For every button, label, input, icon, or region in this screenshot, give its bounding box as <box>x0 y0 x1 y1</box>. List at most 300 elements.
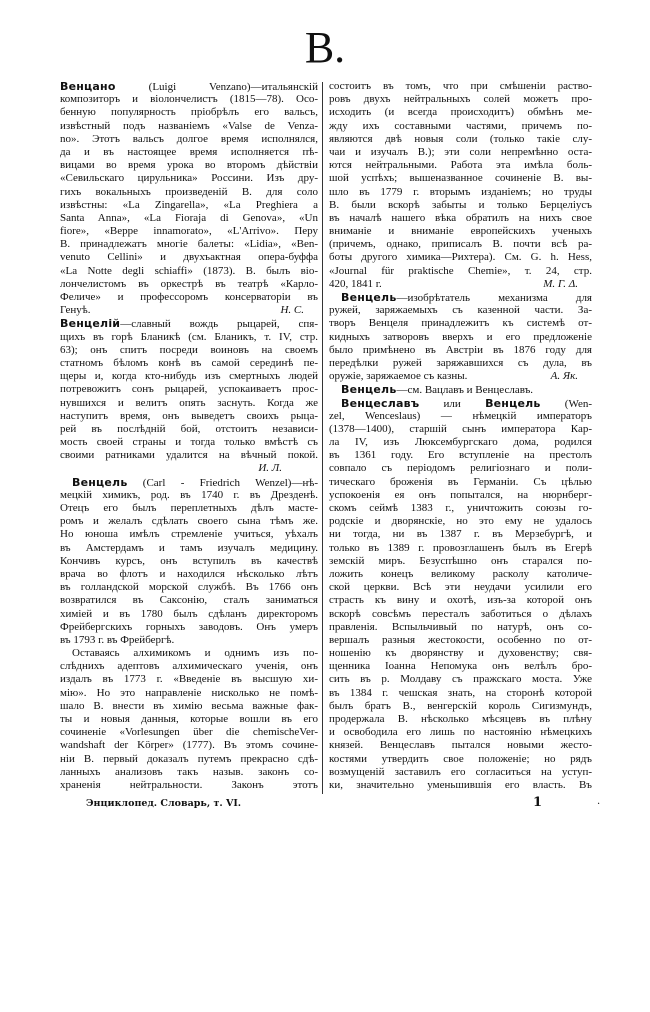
text-run: Кончивъ курсъ, онъ вступилъ въ качествѣ <box>60 554 318 567</box>
text-run: потревожитъ сонъ рыцарей, успокаиваетъ прос- <box>60 383 318 396</box>
line-text <box>341 398 592 410</box>
line-text <box>329 172 592 184</box>
text-run: —славный вождь рыцарей, спя- <box>120 318 318 331</box>
line-text <box>329 278 382 291</box>
text-line <box>60 726 318 739</box>
text-run: успокоенiя ея онъ попытался, на нюрнберг- <box>329 488 592 501</box>
text-line <box>60 383 318 396</box>
text-run: «La Notte degli schiaffi» (1873). В. былъ вiо- <box>60 264 318 277</box>
line-text <box>60 779 318 791</box>
text-run: ки, значительно уменьшившiя его власть. Въ <box>329 778 592 791</box>
entry-headword: Венцеславъ <box>341 396 420 410</box>
text-line <box>329 436 592 449</box>
text-run: состоитъ въ томъ, что при смѣшенiи раство- <box>329 80 592 92</box>
text-line <box>60 225 318 238</box>
text-run: Santa Anna», «La Fioraja di Genova», «Un <box>60 211 318 224</box>
text-line <box>60 80 318 93</box>
text-line <box>60 397 318 410</box>
text-line <box>60 568 318 581</box>
line-text <box>329 515 592 527</box>
line-text <box>60 410 318 422</box>
line-text <box>329 265 592 277</box>
text-line <box>60 436 318 449</box>
text-line <box>329 555 592 568</box>
text-run: костями утвердить свое положенiе; но рядъ <box>329 752 592 765</box>
text-run: Оставаясь алхимикомъ и однимъ изъ по- <box>72 647 318 660</box>
text-line <box>60 647 318 660</box>
text-run: 420, 1841 г. <box>329 277 382 290</box>
text-run: В. были вскорѣ забыты и только Берцелiусъ <box>329 198 592 211</box>
text-run: являются двѣ новыя соли (только такiе слу- <box>329 132 592 145</box>
text-run: лончелистомъ въ оркестрѣ въ театрѣ «Карло- <box>60 277 318 290</box>
text-run: Отецъ его былъ переплетныхъ дѣлъ масте- <box>60 502 318 514</box>
text-line <box>60 357 318 370</box>
text-run: (Wen- <box>540 397 593 410</box>
line-text <box>341 292 592 304</box>
text-line <box>60 159 318 172</box>
line-text <box>329 739 592 751</box>
line-text <box>60 608 318 620</box>
text-line <box>329 594 592 607</box>
text-line <box>329 687 592 700</box>
line-text <box>60 542 318 554</box>
line-text <box>329 331 592 343</box>
line-text <box>329 660 592 672</box>
text-line <box>60 594 318 607</box>
text-line <box>60 199 318 212</box>
text-line <box>60 344 318 357</box>
entry-headword: Венцель <box>341 291 397 304</box>
text-line <box>329 766 592 779</box>
text-run: ской церкви. Всѣ эти неудачи усилили его <box>329 581 592 594</box>
text-run: fiore», «Beppe innamorato», «L'Arrivo». Перу <box>60 225 318 238</box>
line-text <box>60 120 318 132</box>
line-text <box>329 146 592 158</box>
text-line <box>60 753 318 766</box>
line-text <box>329 568 592 580</box>
text-line <box>329 713 592 726</box>
text-line <box>60 621 318 634</box>
line-text <box>329 726 592 738</box>
text-run: —см. Вацлавъ и Венцеславъ. <box>396 384 534 397</box>
text-run: чаи и изучалъ В.); эти соли непремѣнно оста- <box>329 145 592 158</box>
text-line <box>329 199 592 212</box>
line-text <box>329 555 592 567</box>
text-run: вскорѣ совсѣмъ пересталъ заботиться о дѣлахъ <box>329 607 592 620</box>
entry-headword: Венцелiй <box>60 317 121 331</box>
text-line <box>329 172 592 185</box>
line-text <box>329 713 592 725</box>
line-text <box>60 436 318 448</box>
line-text <box>329 159 592 171</box>
line-text <box>329 225 592 237</box>
text-run: (причемъ, однако, приписалъ В. почти всѣ ра- <box>329 238 592 251</box>
text-line <box>60 449 318 462</box>
text-run: «Journal für praktische Chemie», т. 24, стр. <box>329 264 592 277</box>
text-line <box>329 80 592 93</box>
text-run: тическаго броженiя въ Германiи. Съ цѣлью <box>329 475 592 488</box>
line-text <box>329 779 592 791</box>
text-run: врача во флотъ и находился нѣсколько лѣтъ <box>60 567 318 580</box>
text-run: ты и новыя данныя, которые вошли въ его <box>60 713 318 725</box>
text-run: ложить конецъ великому расколу католиче- <box>329 567 592 580</box>
text-line <box>60 766 318 779</box>
author-initials: Н. С. <box>280 304 304 317</box>
text-line <box>329 726 592 739</box>
line-text <box>329 186 592 198</box>
line-text <box>60 265 318 277</box>
text-run: (Carl - Friedrich Wenzel)—нѣ- <box>127 476 318 489</box>
text-line <box>60 713 318 726</box>
text-run: было примѣнено въ Австрiи въ 1876 году для <box>329 343 592 356</box>
text-line <box>329 700 592 713</box>
text-run: (Luigi Venzano)—итальянскiй <box>115 81 318 93</box>
text-run: шало В. внести въ химiю весьма важные фак- <box>60 699 318 712</box>
line-text <box>329 542 592 554</box>
line-text <box>329 594 592 606</box>
text-run: нувшихся и велитъ опять заснуть. Когда же <box>60 396 318 409</box>
line-text <box>60 726 318 738</box>
line-text <box>329 80 592 92</box>
text-run: ружей, заряжаемыхъ съ казенной части. За- <box>329 304 592 317</box>
line-text <box>60 555 318 567</box>
text-line <box>329 120 592 133</box>
text-run: наступитъ время, онъ выведетъ своихъ рыца- <box>60 409 318 422</box>
text-line <box>329 397 592 410</box>
line-text <box>329 700 592 712</box>
text-line <box>60 528 318 541</box>
page-number: 1 <box>533 795 543 810</box>
text-run: извѣстны: «La Zingarella», «La Preghiera a <box>60 198 318 211</box>
text-line <box>329 660 592 673</box>
text-line <box>60 238 318 251</box>
text-run: zel, Wenceslaus) — нѣмецкiй императоръ <box>329 409 592 422</box>
line-text <box>60 278 318 290</box>
right-column <box>329 80 592 792</box>
text-run: вниманiе и вниманiе европейскихъ ученыхъ <box>329 225 592 238</box>
text-line <box>60 542 318 555</box>
text-run: боты другого химика—Рихтера). См. G. h. Hess, <box>329 251 592 264</box>
text-line <box>329 634 592 647</box>
text-line <box>329 449 592 462</box>
line-text <box>60 225 318 237</box>
line-text <box>60 528 318 540</box>
line-text <box>329 120 592 132</box>
line-text <box>329 317 592 329</box>
text-run: бенную популярность прiобрѣлъ его вальсъ, <box>60 106 318 119</box>
text-line <box>60 291 318 304</box>
text-line <box>329 528 592 541</box>
text-line <box>329 344 592 357</box>
text-run: щеры и, когда кто-нибудь изъ смертныхъ людей <box>60 370 318 383</box>
line-text <box>329 212 592 224</box>
text-line <box>329 673 592 686</box>
line-text <box>329 647 592 659</box>
text-line <box>60 317 318 330</box>
text-run: В. принадлежатъ многiе балеты: «Lidia», «Ben- <box>60 238 318 251</box>
text-run: сить въ р. Молдаву съ пражскаго моста. Уже <box>329 673 592 686</box>
line-text <box>60 106 318 118</box>
line-text <box>60 370 318 382</box>
text-run: ровъ двухъ нейтральныхъ солей можетъ про- <box>329 93 592 106</box>
text-line <box>60 555 318 568</box>
text-run: кидныхъ затворовъ вверхъ и его предложенiе <box>329 330 592 343</box>
line-text <box>60 515 318 527</box>
line-text <box>60 673 318 685</box>
line-text <box>60 634 174 646</box>
line-text <box>329 581 592 593</box>
text-line <box>329 317 592 330</box>
line-text <box>60 753 318 765</box>
text-run: исходить (и всегда происходитъ) обмѣнъ ме- <box>329 106 592 119</box>
line-text <box>329 93 592 105</box>
text-run: композиторъ и вiолончелистъ (1815—78). Осо- <box>60 93 318 106</box>
text-run: творъ Венцеля принадлежитъ къ системѣ от- <box>329 317 592 330</box>
text-run: въ 1361 году. Его вступленiе на престолъ <box>329 449 592 462</box>
text-run: статномъ бѣломъ конѣ въ самой серединѣ пе- <box>60 356 318 369</box>
text-line <box>60 106 318 119</box>
text-line <box>60 462 318 475</box>
text-run: сочиненiе «Vorlesungen über die chemischeVer- <box>60 726 318 739</box>
line-text <box>329 304 592 316</box>
line-text <box>329 344 592 356</box>
text-run: —изобрѣтатель механизма для <box>396 292 592 304</box>
line-text <box>60 331 318 343</box>
text-line <box>329 146 592 159</box>
text-run: нiи В. первый доказалъ путемъ прекрасно сдѣ- <box>60 752 318 765</box>
text-line <box>60 331 318 344</box>
text-run: оружiе, заряжаемое съ казны. <box>329 370 468 383</box>
text-run: «Севильскаго цирульника» Россини. Изъ дру- <box>60 172 318 185</box>
text-line <box>60 304 318 317</box>
text-run: слѣднихъ адептовъ алхимическаго ученiя, онъ <box>60 660 318 673</box>
line-text <box>72 647 318 659</box>
text-run: ромъ и желалъ сдѣлать своего сына тѣмъ же. <box>60 515 318 528</box>
line-text <box>60 159 318 171</box>
text-run: Фрейбергскихъ горныхъ заводовъ. Онъ умеръ <box>60 620 318 633</box>
text-run: да и въ настоящее время исполняется пѣ- <box>60 145 318 158</box>
text-run: издалъ въ 1773 г. «Введенiе въ высшую хи- <box>60 673 318 686</box>
text-run: no». Этотъ вальсъ долгое время исполнялся, <box>60 132 318 145</box>
print-mark: . <box>597 796 601 807</box>
text-line <box>329 278 592 291</box>
text-run: передѣлки ружей заряжавшихся съ дула, въ <box>329 356 592 369</box>
text-line <box>329 133 592 146</box>
text-run: въ 1793 г. въ Фрейбергѣ. <box>60 633 175 646</box>
line-text <box>60 397 318 409</box>
text-run: Но юноша имѣлъ стремленiе учиться, уѣхалъ <box>60 528 318 541</box>
text-line <box>329 542 592 555</box>
line-text <box>60 502 318 514</box>
text-line <box>329 357 592 370</box>
text-run: или <box>419 397 486 410</box>
text-run: venuto Cellini» и двухъактная опера-буффа <box>60 251 318 264</box>
line-text <box>329 251 592 263</box>
line-text <box>60 133 318 145</box>
text-line <box>329 93 592 106</box>
line-text <box>329 423 592 435</box>
line-text <box>60 594 318 606</box>
text-line <box>60 687 318 700</box>
text-line <box>329 159 592 172</box>
text-line <box>329 410 592 423</box>
text-run: земскiй миръ. Безуспѣшно онъ старался по- <box>329 554 592 567</box>
line-text <box>329 199 592 211</box>
text-line <box>329 331 592 344</box>
line-text <box>60 568 318 580</box>
text-run: шой успѣхъ; вышеназванное сочиненiе В. вы- <box>329 172 592 185</box>
line-text <box>60 251 318 263</box>
text-line <box>329 291 592 304</box>
text-run: въ голландской морской службѣ. Въ 1766 онъ <box>60 581 318 594</box>
text-line <box>60 700 318 713</box>
line-text <box>60 700 318 712</box>
text-run: щихъ въ горѣ Бланикѣ (см. Бланикъ, т. IV, стр. <box>60 330 318 343</box>
text-line <box>329 581 592 594</box>
line-text <box>60 581 318 593</box>
text-line <box>329 739 592 752</box>
text-line <box>60 502 318 515</box>
text-run: совпало съ перiодомъ религiознаго и поли- <box>329 462 592 475</box>
text-line <box>329 753 592 766</box>
text-line <box>60 278 318 291</box>
line-text <box>60 357 318 369</box>
line-text <box>60 423 318 435</box>
text-run: въ началѣ нашего вѣка обратилъ на нихъ свое <box>329 211 592 224</box>
text-line <box>329 515 592 528</box>
text-run: химiей и въ 1780 былъ сдѣланъ директоромъ <box>60 607 318 620</box>
text-line <box>60 489 318 502</box>
text-line <box>329 383 592 396</box>
text-line <box>60 634 318 647</box>
line-text <box>72 477 318 489</box>
text-line <box>329 568 592 581</box>
text-run: храненiя нейтральности. Законъ этотъ <box>60 778 318 791</box>
text-line <box>329 502 592 515</box>
line-text <box>60 304 91 317</box>
text-line <box>60 120 318 133</box>
line-text <box>329 449 592 461</box>
text-line <box>60 581 318 594</box>
line-text <box>329 476 592 488</box>
line-text <box>329 106 592 118</box>
author-initials: М. Г. Δ. <box>543 277 578 290</box>
text-run: Феличе» и профессоромъ консерваторiи въ <box>60 291 318 303</box>
text-run: мецкiй химикъ, род. въ 1740 г. въ Дрезденѣ. <box>60 488 318 501</box>
line-text <box>60 489 318 501</box>
line-text <box>60 81 318 93</box>
line-text <box>329 489 592 501</box>
line-text <box>329 634 592 646</box>
text-run: wandshaft der Körper» (1777). Въ этомъ сочине- <box>60 739 318 752</box>
line-text <box>60 344 318 356</box>
section-letter-heading: В. <box>304 23 346 72</box>
text-line <box>60 370 318 383</box>
text-line <box>329 462 592 475</box>
text-line <box>60 660 318 673</box>
text-run: въ 1384 г. чешская знать, на сторонѣ которой <box>329 686 592 699</box>
line-text <box>329 766 592 778</box>
line-text <box>329 687 592 699</box>
text-line <box>329 265 592 278</box>
line-text <box>329 133 592 145</box>
text-line <box>60 476 318 489</box>
line-text <box>60 766 318 778</box>
text-line <box>60 423 318 436</box>
text-run: былъ братъ В., венгерскiй король Сигизмундъ, <box>329 699 592 712</box>
text-run: щенника Iоанна Непомука онъ велѣлъ бро- <box>329 660 592 673</box>
text-line <box>329 186 592 199</box>
text-run: и освободила его лишь по настоянiю нѣмецкихъ <box>329 726 592 739</box>
text-line <box>60 133 318 146</box>
text-run: ношенiю къ дворянству и духовенству; свя- <box>329 647 592 660</box>
text-run: ни тогда, ни въ 1387 г. въ Мерзебургѣ, и <box>329 528 592 541</box>
text-line <box>60 172 318 185</box>
entry-headword: Венцано <box>60 80 116 93</box>
line-text <box>329 502 592 514</box>
line-text <box>60 687 318 699</box>
text-line <box>329 423 592 436</box>
line-text <box>60 660 318 672</box>
text-run: вершалъ разныя жестокости, особенно по от- <box>329 633 592 646</box>
text-line <box>329 238 592 251</box>
entry-headword: Венцель <box>485 396 541 410</box>
entry-headword: Венцель <box>72 475 128 489</box>
text-line <box>329 212 592 225</box>
entry-headword: Венцель <box>341 383 397 397</box>
line-text <box>329 410 592 422</box>
text-run: только въ 1389 г. провозглашенъ былъ въ Егерѣ <box>329 541 592 554</box>
line-text <box>60 713 318 725</box>
text-run: рей въ послѣднiй бой, отстоитъ независи- <box>60 422 318 435</box>
text-line <box>60 186 318 199</box>
text-line <box>60 779 318 792</box>
text-run: въ Амстердамъ и тамъ изучалъ медицину. <box>60 541 318 554</box>
text-line <box>329 647 592 660</box>
text-line <box>60 739 318 752</box>
text-line <box>329 608 592 621</box>
text-run: возвратился въ Саксонiю, сталъ заниматься <box>60 594 318 607</box>
text-line <box>60 410 318 423</box>
text-run: (1378—1400), старшiй сынъ императора Кар- <box>329 422 592 435</box>
line-text <box>60 199 318 211</box>
text-line <box>60 608 318 621</box>
text-run: Генуѣ. <box>60 304 91 317</box>
line-text <box>329 436 592 448</box>
text-run: мость своей страны и тогда только вмѣстѣ съ <box>60 436 318 449</box>
text-run: гихъ вокальныхъ произведенiй В. для соло <box>60 185 318 198</box>
text-run: продержала В. нѣсколько мѣсяцевъ въ плѣну <box>329 713 592 725</box>
line-text <box>329 370 467 383</box>
text-line <box>329 476 592 489</box>
line-text <box>60 383 318 395</box>
text-line <box>329 370 592 383</box>
text-run: возмущенiй заставилъ его согласиться на уступ- <box>329 765 592 778</box>
text-line <box>329 621 592 634</box>
text-line <box>60 146 318 159</box>
text-line <box>329 779 592 792</box>
column-divider <box>322 82 323 794</box>
volume-signature: Энциклопед. Словарь, т. VI. <box>86 798 242 809</box>
text-line <box>329 489 592 502</box>
line-text <box>60 172 318 184</box>
text-run: вицами во время урока во второмъ дѣйствiи <box>60 159 318 172</box>
line-text <box>329 357 592 369</box>
line-text <box>329 753 592 765</box>
text-run: жду ихъ составными частями, причемъ по- <box>329 119 592 132</box>
text-line <box>60 212 318 225</box>
line-text <box>329 621 592 633</box>
